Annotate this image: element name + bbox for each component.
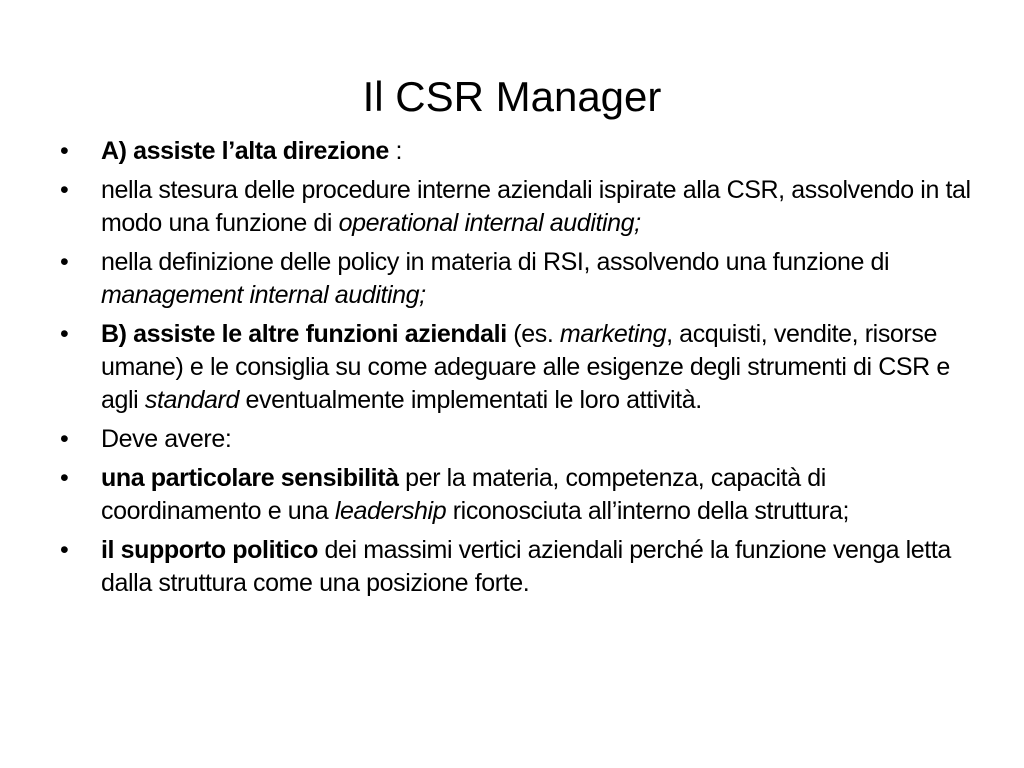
bullet-item [58,423,978,456]
bullet-item [58,174,978,240]
bullet-item [58,135,978,168]
bullet-text-run: Deve avere: [101,425,232,453]
bullet-text-run: marketing [559,320,667,348]
slide-title: Il CSR Manager [362,73,662,120]
bullet-text-run: A) assiste l’alta direzione [101,137,389,165]
bullet-item [58,462,978,528]
bullet-text-run: , acquisti, vendite, risorse umane) e le consiglia su come adeguare alle esigenze degli strumenti di CSR e agli [101,320,950,414]
bullet-dot-icon: • [60,320,69,348]
bullet-item [58,534,978,600]
bullet-item [58,318,978,417]
bullet-item [58,246,978,312]
bullet-dot-icon: • [60,176,69,204]
bullet-dot-icon: • [60,425,69,453]
bullet-text-run: nella stesura delle procedure interne aziendali ispirate alla CSR, assolvendo in tal modo una funzione di [101,176,971,237]
bullet-dot-icon: • [60,248,69,276]
bullet-dot-icon: • [60,536,69,564]
bullet-list [58,135,978,606]
bullet-text-run: dei massimi vertici aziendali perché la funzione venga letta dalla struttura come una posizione forte. [101,536,951,597]
bullet-text-run: operational internal auditing; [338,209,641,237]
bullet-text-run: eventualmente implementati le loro attività. [238,386,702,414]
bullet-text-run: B) assiste le altre funzioni aziendali [101,320,507,348]
bullet-text-run: nella definizione delle policy in materia di RSI, assolvendo una funzione di [101,248,890,276]
bullet-text-run: leadership [334,497,447,525]
bullet-text-run: standard [144,386,239,414]
bullet-text-run: per la materia, competenza, capacità di coordinamento e una [101,464,826,525]
bullet-text-run: il supporto politico [101,536,318,564]
bullet-text-run: : [388,137,403,165]
bullet-text-run: una particolare sensibilità [101,464,399,492]
bullet-dot-icon: • [60,464,69,492]
bullet-dot-icon: • [60,137,69,165]
bullet-text-run: (es. [506,320,560,348]
bullet-text-run: management internal auditing; [101,281,426,309]
bullet-text-run: riconosciuta all’interno della struttura; [446,497,850,525]
